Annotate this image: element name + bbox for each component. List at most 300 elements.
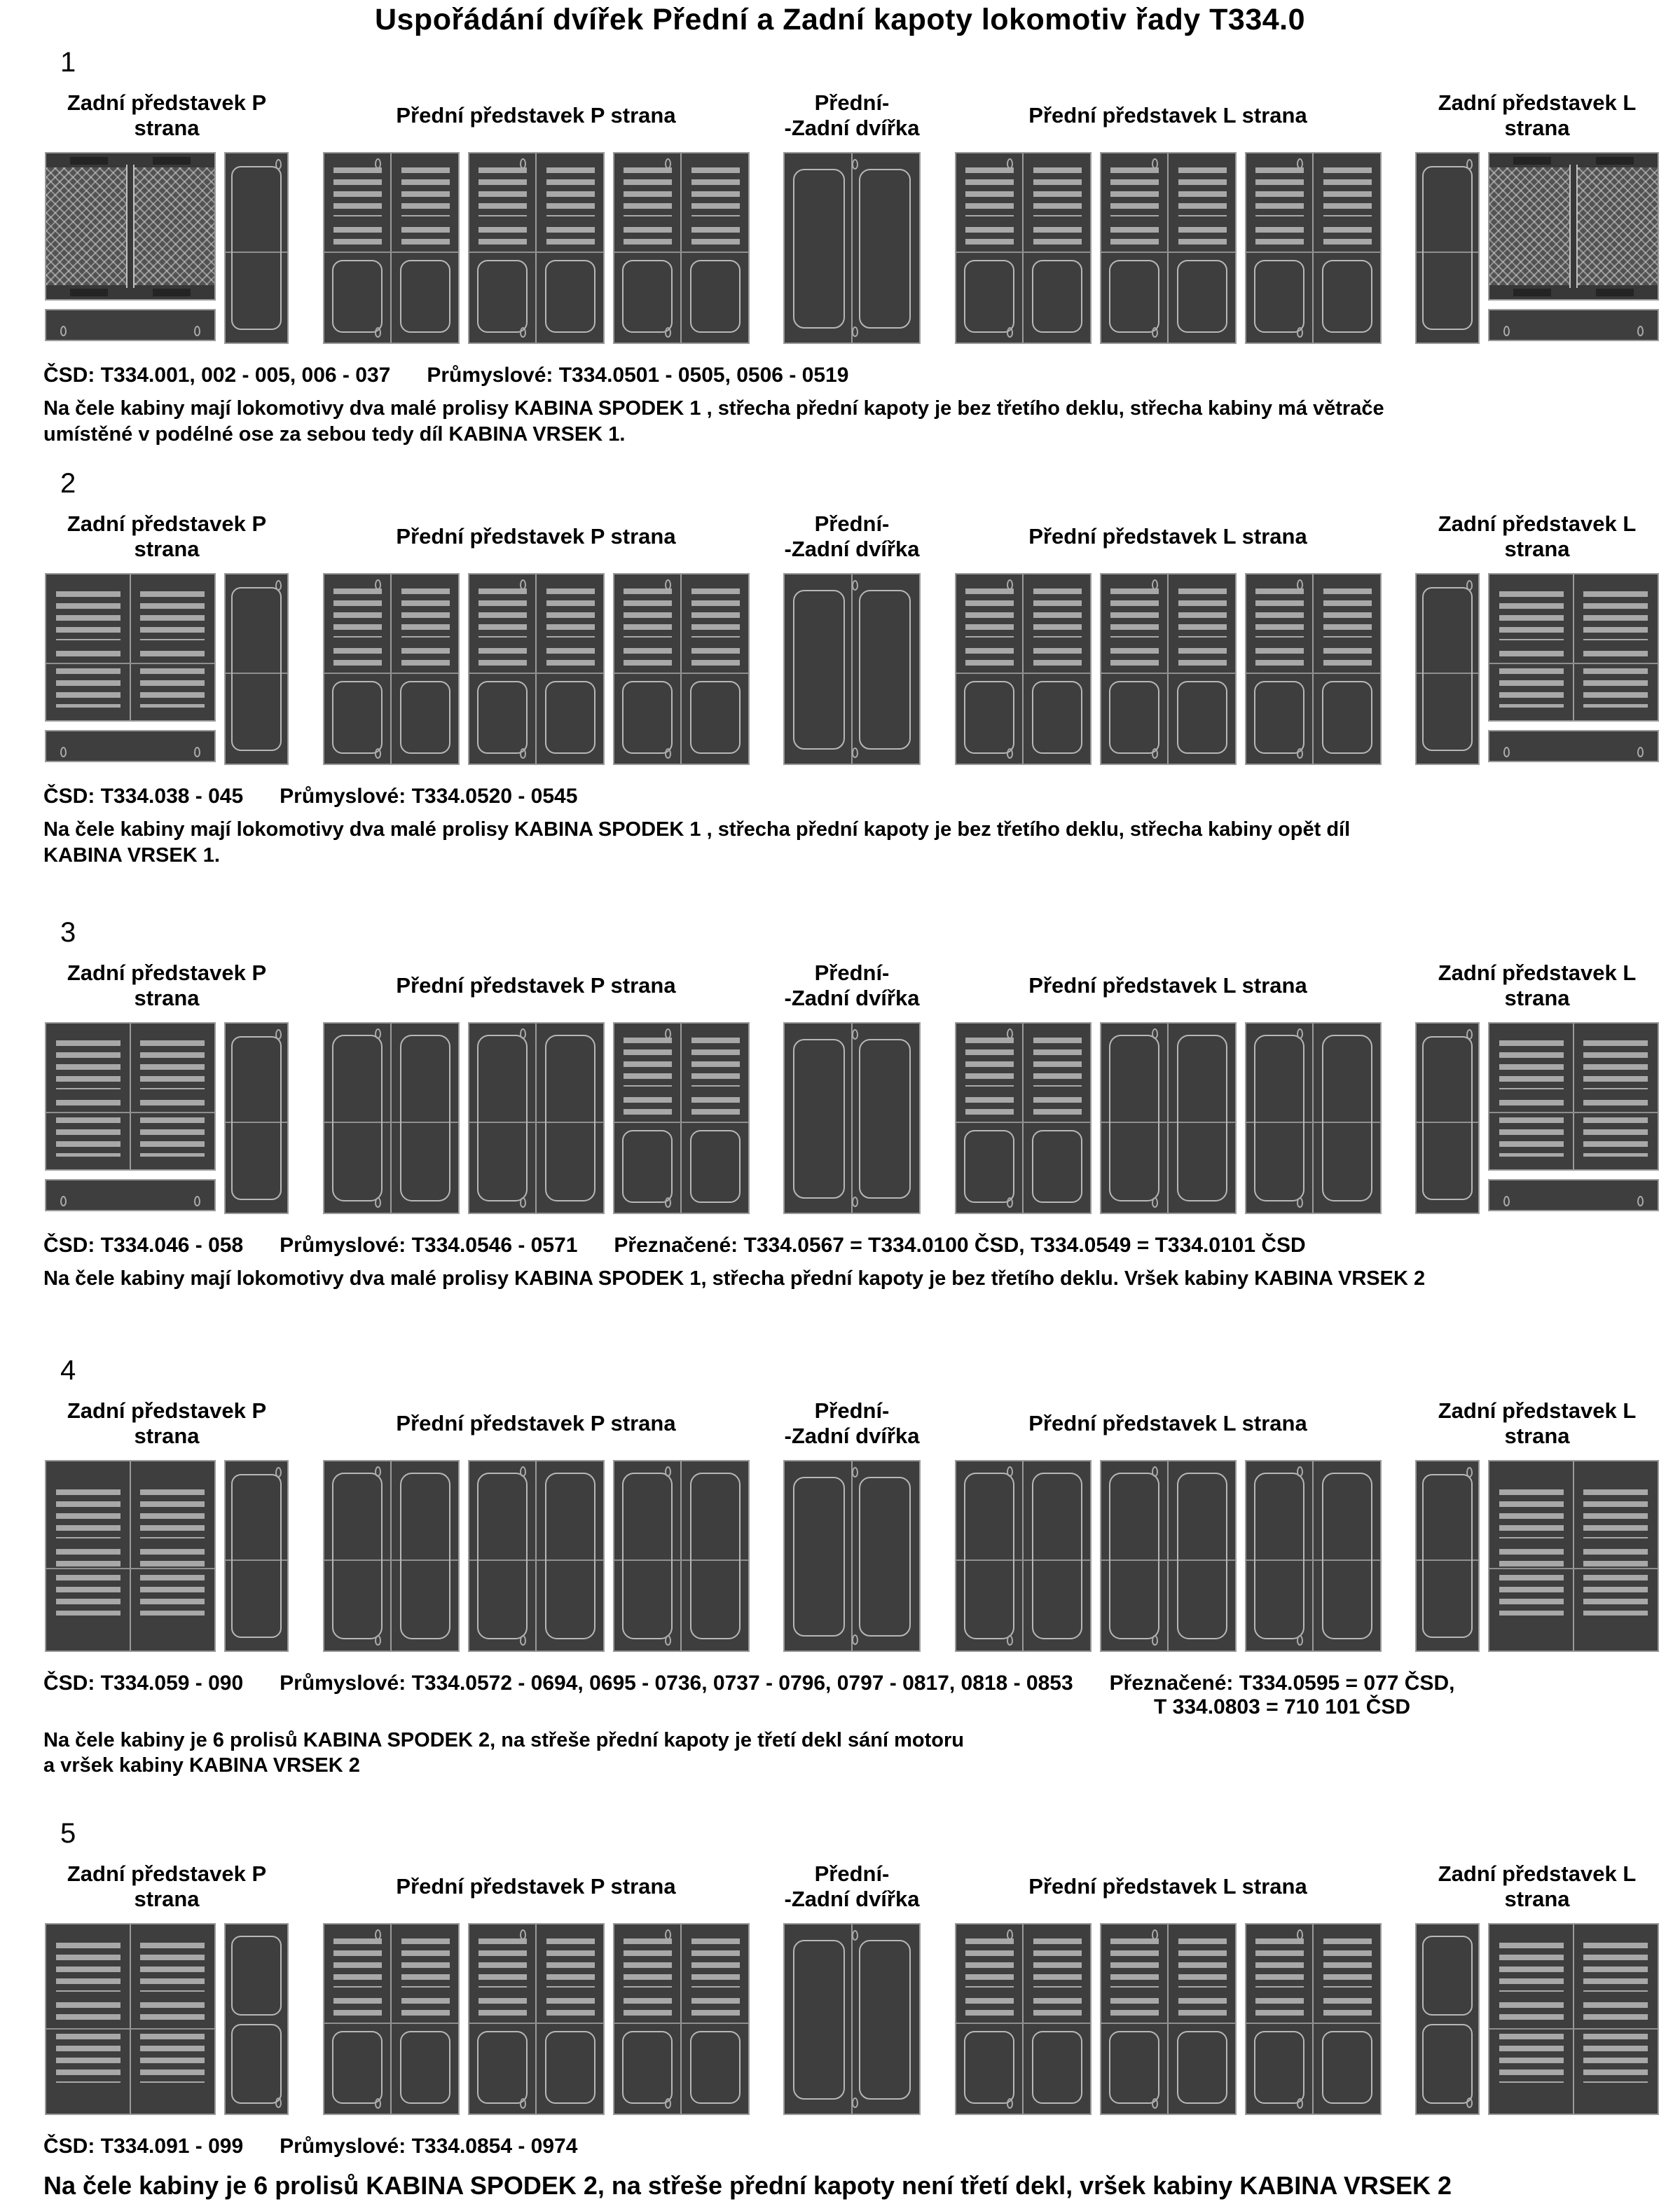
door-outline xyxy=(1322,260,1372,333)
door-outline xyxy=(964,2031,1014,2104)
hinge-mark xyxy=(1152,1635,1158,1646)
door-outline xyxy=(400,681,450,754)
plain-door-pair-panel xyxy=(613,1460,750,1652)
column-label: Přední představek L strana xyxy=(1028,1873,1307,1899)
variant-section-5 xyxy=(0,1818,1680,2201)
mesh-notch xyxy=(1596,157,1634,165)
front-rear-door-panel xyxy=(783,573,921,765)
louver-grille xyxy=(965,1938,1014,2017)
door-outline xyxy=(1322,681,1372,754)
door-outline xyxy=(1177,2031,1227,2104)
column-label: Zadní představek P strana xyxy=(67,511,267,562)
columns-row xyxy=(0,506,1680,765)
variant-number: 5 xyxy=(60,1817,76,1849)
door-outline xyxy=(231,1036,282,1200)
narrow-two-door-panel xyxy=(224,1923,289,2115)
panel-seam xyxy=(1101,673,1235,674)
door-outline xyxy=(332,1473,383,1639)
description: Na čele kabiny mají lokomotivy dva malé prolisy KABINA SPODEK 1 , střecha přední kapoty je bez třetího deklu, střecha kabiny opět díl KABINA VRSEK 1. xyxy=(43,818,1351,867)
hinge-mark xyxy=(1152,158,1158,169)
louver-door-panel xyxy=(45,1460,216,1652)
door-outline xyxy=(231,1474,282,1638)
hinge-mark xyxy=(1297,1028,1303,1039)
louver-grille xyxy=(1583,1943,1648,2025)
louver-grille xyxy=(1323,167,1372,246)
louver-grille xyxy=(1583,2034,1648,2093)
panel-divider xyxy=(851,574,853,764)
description: Na čele kabiny je 6 prolisů KABINA SPODEK 2, na střeše přední kapoty není třetí dekl, vršek kabiny KABINA VRSEK 2 xyxy=(43,2170,1452,2200)
door-outline xyxy=(1254,1473,1304,1639)
columns-row xyxy=(0,85,1680,344)
hinge-mark xyxy=(852,1930,858,1941)
louver-grille xyxy=(1499,1117,1564,1157)
louver-grille xyxy=(1255,1938,1304,2017)
hinge-mark xyxy=(375,1635,381,1646)
column-rear-left xyxy=(1414,1393,1660,1652)
hinge-mark xyxy=(1152,1929,1158,1940)
column-label: Zadní představek L strana xyxy=(1438,511,1637,562)
panel-divider xyxy=(535,1461,537,1651)
hinge-mark xyxy=(1466,159,1473,170)
column-front-left xyxy=(953,1856,1383,2115)
louver-top-door-pair-panel xyxy=(1245,152,1382,344)
hinge-mark xyxy=(1637,326,1644,336)
hinge-mark xyxy=(665,579,671,590)
column-rear-right xyxy=(43,506,290,765)
panel-group-predni-p xyxy=(323,1460,750,1652)
door-outline xyxy=(793,169,845,329)
hinge-mark xyxy=(1466,1467,1473,1478)
louver-top-door-pair-panel xyxy=(613,152,750,344)
columns-row xyxy=(0,1856,1680,2115)
louver-grille xyxy=(624,1938,672,2017)
panel-seam xyxy=(956,2023,1090,2024)
panel-seam xyxy=(1246,673,1380,674)
column-rear-right xyxy=(43,1856,290,2115)
lower-skirt-panel xyxy=(45,1179,216,1211)
narrow-door-panel xyxy=(1415,152,1480,344)
hinge-mark xyxy=(375,158,381,169)
door-outline xyxy=(793,590,845,750)
hinge-mark xyxy=(1007,1028,1013,1039)
louver-grille xyxy=(691,1038,740,1116)
mesh-divider xyxy=(1569,165,1578,288)
hinge-mark xyxy=(1007,1635,1013,1646)
louver-grille xyxy=(1583,668,1648,708)
louver-grille xyxy=(56,1943,121,2025)
narrow-door-panel xyxy=(224,573,289,765)
panel-group-zadni-p xyxy=(45,1923,289,2115)
panel-divider xyxy=(130,1461,131,1651)
louver-grille xyxy=(1583,1575,1648,1616)
door-outline xyxy=(1032,2031,1082,2104)
door-outline xyxy=(964,260,1014,333)
hinge-mark xyxy=(1297,1635,1303,1646)
door-outline xyxy=(1254,2031,1304,2104)
hinge-mark xyxy=(1297,2098,1303,2109)
door-outline xyxy=(859,1039,911,1199)
mesh-door-panel xyxy=(1488,152,1659,301)
door-outline xyxy=(964,1130,1014,1203)
hinge-mark xyxy=(1007,579,1013,590)
variant-section-1 xyxy=(0,47,1680,447)
numbering-part: Přeznačené: T334.0567 = T334.0100 ČSD, T334.0549 = T334.0101 ČSD xyxy=(614,1234,1306,1258)
hinge-mark xyxy=(375,748,381,759)
column-front-rear-doors xyxy=(782,955,922,1214)
door-outline xyxy=(477,681,528,754)
door-outline xyxy=(1032,1473,1082,1639)
door-outline xyxy=(690,1130,741,1203)
panel-seam xyxy=(46,663,214,664)
panel-seam xyxy=(46,1112,214,1113)
panel-group-predni-p xyxy=(323,152,750,344)
hinge-mark xyxy=(1152,2098,1158,2109)
hinge-mark xyxy=(194,747,200,757)
column-front-right xyxy=(321,1393,751,1652)
column-label: Přední- -Zadní dvířka xyxy=(784,960,920,1011)
panel-group-predni-l xyxy=(955,1923,1382,2115)
hinge-mark xyxy=(375,1197,381,1208)
panel-seam xyxy=(614,1122,748,1123)
column-label: Zadní představek L strana xyxy=(1438,1861,1637,1911)
hinge-mark xyxy=(665,327,671,338)
hinge-mark xyxy=(1297,1197,1303,1208)
hinge-mark xyxy=(520,327,526,338)
panel-seam xyxy=(956,673,1090,674)
door-outline xyxy=(1422,1474,1473,1638)
column-label: Zadní představek P strana xyxy=(67,1861,267,1911)
lower-skirt-panel xyxy=(45,309,216,341)
panel-divider xyxy=(1573,1024,1574,1169)
louver-grille xyxy=(56,1575,121,1616)
louver-grille xyxy=(140,1943,205,2025)
plain-door-pair-panel xyxy=(323,1022,460,1214)
door-outline xyxy=(622,1473,673,1639)
mesh-notch xyxy=(153,157,191,165)
column-front-left xyxy=(953,506,1383,765)
louver-top-door-pair-panel xyxy=(1100,573,1237,765)
hinge-mark xyxy=(852,326,858,337)
louver-grille xyxy=(56,1117,121,1157)
column-label: Přední představek P strana xyxy=(396,524,676,549)
numbering-part: Přeznačené: T334.0595 = 077 ČSD, T 334.0803 = 710 101 ČSD xyxy=(1109,1671,1455,1719)
panel-group-dvirka xyxy=(783,152,921,344)
hinge-mark xyxy=(375,2098,381,2109)
plain-door-pair-panel xyxy=(323,1460,460,1652)
panel-seam xyxy=(324,252,458,253)
louver-grille xyxy=(478,1938,527,2017)
door-outline xyxy=(1177,1035,1227,1201)
column-front-left xyxy=(953,1393,1383,1652)
hinge-mark xyxy=(375,1466,381,1477)
hinge-mark xyxy=(1297,579,1303,590)
louver-top-door-pair-panel xyxy=(955,1022,1092,1214)
door-outline xyxy=(400,2031,450,2104)
door-outline xyxy=(400,260,450,333)
hinge-mark xyxy=(1007,1466,1013,1477)
column-label: Přední představek P strana xyxy=(396,1410,676,1435)
panel-seam xyxy=(1101,2023,1235,2024)
hinge-mark xyxy=(275,159,282,170)
door-outline xyxy=(1422,1936,1473,2016)
door-outline xyxy=(1032,260,1082,333)
column-front-rear-doors xyxy=(782,1856,922,2115)
panel-group-zadni-l xyxy=(1415,152,1659,344)
louver-grille xyxy=(1583,1117,1648,1157)
hinge-mark xyxy=(520,748,526,759)
louver-top-door-pair-panel xyxy=(323,573,460,765)
panel-seam xyxy=(1246,2023,1380,2024)
panel-seam xyxy=(614,673,748,674)
panel-group-zadni-p xyxy=(45,1460,289,1652)
door-outline xyxy=(622,681,673,754)
louver-grille xyxy=(140,1575,205,1616)
door-outline xyxy=(545,1473,595,1639)
hinge-mark xyxy=(275,580,282,591)
hinge-mark xyxy=(665,748,671,759)
louver-grille xyxy=(140,1489,205,1566)
mesh-notch xyxy=(70,289,108,296)
panel-seam xyxy=(1489,2028,1658,2030)
louver-grille xyxy=(1583,1040,1648,1108)
column-label: Přední- -Zadní dvířka xyxy=(784,90,920,140)
louver-grille xyxy=(478,167,527,246)
hinge-mark xyxy=(852,1634,858,1645)
hinge-mark xyxy=(275,1467,282,1478)
door-outline xyxy=(1109,681,1159,754)
louver-top-door-pair-panel xyxy=(955,1923,1092,2115)
plain-door-pair-panel xyxy=(1100,1022,1237,1214)
panel-divider xyxy=(1022,1461,1024,1651)
column-label: Přední představek L strana xyxy=(1028,1410,1307,1435)
louver-grille xyxy=(56,668,121,708)
door-outline xyxy=(1109,1035,1159,1201)
louver-grille xyxy=(56,2034,121,2093)
column-label: Přední- -Zadní dvířka xyxy=(784,511,920,562)
louver-door-panel xyxy=(45,573,216,722)
hinge-mark xyxy=(520,1028,526,1039)
panel-group-predni-p xyxy=(323,1022,750,1214)
door-outline xyxy=(1422,1036,1473,1200)
narrow-door-panel xyxy=(224,1022,289,1214)
hinge-mark xyxy=(520,158,526,169)
louver-top-door-pair-panel xyxy=(613,1923,750,2115)
door-outline xyxy=(1109,260,1159,333)
hinge-mark xyxy=(1637,747,1644,757)
panel-seam xyxy=(46,1568,214,1569)
narrow-door-panel xyxy=(1415,1022,1480,1214)
hinge-mark xyxy=(1466,2098,1473,2108)
plain-door-pair-panel xyxy=(1245,1460,1382,1652)
hinge-mark xyxy=(1007,327,1013,338)
panel-divider xyxy=(535,1924,537,2114)
panel-stack xyxy=(45,1022,216,1211)
louver-grille xyxy=(691,167,740,246)
panel-divider xyxy=(1022,153,1024,343)
panel-group-zadni-p xyxy=(45,1022,289,1214)
louver-grille xyxy=(546,588,595,667)
louver-grille xyxy=(401,1938,450,2017)
louver-grille xyxy=(691,588,740,667)
door-outline xyxy=(793,1940,845,2100)
door-outline xyxy=(690,260,741,333)
door-outline xyxy=(622,1130,673,1203)
panel-group-predni-l xyxy=(955,152,1382,344)
panel-group-predni-p xyxy=(323,573,750,765)
louver-grille xyxy=(1499,668,1564,708)
panel-group-dvirka xyxy=(783,1022,921,1214)
louver-grille xyxy=(1033,1938,1082,2017)
narrow-door-panel xyxy=(1415,1460,1480,1652)
panel-divider xyxy=(390,1024,392,1213)
hinge-mark xyxy=(665,1197,671,1208)
door-outline xyxy=(1254,1035,1304,1201)
plain-door-pair-panel xyxy=(1100,1460,1237,1652)
panel-divider xyxy=(1573,1461,1574,1651)
column-label: Přední představek P strana xyxy=(396,103,676,128)
door-outline xyxy=(477,1473,528,1639)
hinge-mark xyxy=(1297,1466,1303,1477)
column-rear-left xyxy=(1414,955,1660,1214)
numbering-part: ČSD: T334.059 - 090 xyxy=(43,1671,244,1695)
door-outline xyxy=(545,2031,595,2104)
panel-divider xyxy=(1312,153,1314,343)
door-outline xyxy=(859,1940,911,2100)
panel-divider xyxy=(680,1024,682,1213)
mesh-notch xyxy=(1596,289,1634,296)
lower-skirt-panel xyxy=(1488,1179,1659,1211)
mesh-notch xyxy=(1513,289,1551,296)
louver-grille xyxy=(1323,588,1372,667)
mesh-door-panel xyxy=(45,152,216,301)
panel-divider xyxy=(1312,1024,1314,1213)
hinge-mark xyxy=(1152,579,1158,590)
door-outline xyxy=(859,590,911,750)
panel-group-predni-l xyxy=(955,1460,1382,1652)
door-outline xyxy=(545,681,595,754)
louver-grille xyxy=(56,1489,121,1566)
hinge-mark xyxy=(520,1197,526,1208)
hinge-mark xyxy=(1297,748,1303,759)
door-outline xyxy=(690,1473,741,1639)
hinge-mark xyxy=(1503,747,1510,757)
column-label: Přední- -Zadní dvířka xyxy=(784,1398,920,1448)
hinge-mark xyxy=(375,1028,381,1039)
variant-number: 2 xyxy=(60,468,76,500)
numbering-part: ČSD: T334.038 - 045 xyxy=(43,785,244,808)
column-front-right xyxy=(321,955,751,1214)
plain-door-pair-panel xyxy=(1245,1022,1382,1214)
louver-grille xyxy=(1178,167,1227,246)
louver-grille xyxy=(965,1038,1014,1116)
column-label: Přední představek L strana xyxy=(1028,973,1307,998)
column-rear-left xyxy=(1414,506,1660,765)
panel-divider xyxy=(680,574,682,764)
louver-door-panel xyxy=(1488,1923,1659,2115)
door-outline xyxy=(1032,1130,1082,1203)
door-outline xyxy=(1422,587,1473,751)
louver-grille xyxy=(691,1938,740,2017)
hinge-mark xyxy=(520,1929,526,1940)
panel-seam xyxy=(469,252,603,253)
description: Na čele kabiny mají lokomotivy dva malé prolisy KABINA SPODEK 1 , střecha přední kapoty je bez třetího deklu, střecha kabiny má větrače umístěné v podélné ose za sebou tedy díl KABINA VRSEK 1. xyxy=(43,397,1384,446)
panel-stack xyxy=(1488,1022,1659,1211)
numbering-part: Průmyslové: T334.0854 - 0974 xyxy=(280,2134,578,2158)
hinge-mark xyxy=(1152,1197,1158,1208)
numbering-part: ČSD: T334.001, 002 - 005, 006 - 037 xyxy=(43,364,391,387)
lower-skirt-panel xyxy=(45,730,216,762)
panel-divider xyxy=(1022,1024,1024,1213)
hinge-mark xyxy=(194,1196,200,1206)
louver-top-door-pair-panel xyxy=(1245,573,1382,765)
door-outline xyxy=(622,260,673,333)
panel-group-zadni-l xyxy=(1415,573,1659,765)
panel-divider xyxy=(535,1024,537,1213)
columns-row xyxy=(0,1393,1680,1652)
panel-divider xyxy=(1167,1461,1169,1651)
hinge-mark xyxy=(1637,1196,1644,1206)
louver-top-door-pair-panel xyxy=(955,152,1092,344)
front-rear-door-panel xyxy=(783,1923,921,2115)
louver-grille xyxy=(1499,591,1564,659)
panel-group-zadni-p xyxy=(45,152,289,344)
hinge-mark xyxy=(1007,158,1013,169)
panel-group-zadni-l xyxy=(1415,1022,1659,1214)
louver-grille xyxy=(624,167,672,246)
louver-grille xyxy=(965,588,1014,667)
hinge-mark xyxy=(1007,1197,1013,1208)
column-label: Zadní představek P strana xyxy=(67,90,267,140)
door-outline xyxy=(231,1936,282,2016)
louver-grille xyxy=(401,588,450,667)
hinge-mark xyxy=(1297,158,1303,169)
numbering-part: ČSD: T334.046 - 058 xyxy=(43,1234,244,1258)
column-rear-left xyxy=(1414,1856,1660,2115)
variant-number: 3 xyxy=(60,917,76,949)
louver-grille xyxy=(401,167,450,246)
door-outline xyxy=(1422,166,1473,330)
panel-divider xyxy=(390,1461,392,1651)
column-label: Zadní představek L strana xyxy=(1438,90,1637,140)
louver-grille xyxy=(1499,2034,1564,2093)
door-outline xyxy=(622,2031,673,2104)
front-rear-door-panel xyxy=(783,152,921,344)
door-outline xyxy=(477,260,528,333)
louver-grille xyxy=(1110,1938,1159,2017)
panel-seam xyxy=(614,252,748,253)
hinge-mark xyxy=(852,159,858,170)
panel-divider xyxy=(1312,1461,1314,1651)
variant-section-4 xyxy=(0,1355,1680,1779)
door-outline xyxy=(477,1035,528,1201)
hinge-mark xyxy=(1466,580,1473,591)
narrow-door-panel xyxy=(224,1460,289,1652)
panel-seam xyxy=(1489,663,1658,664)
hinge-mark xyxy=(852,2098,858,2108)
column-label: Zadní představek P strana xyxy=(67,1398,267,1448)
panel-seam xyxy=(1101,252,1235,253)
door-outline xyxy=(964,1473,1014,1639)
lower-skirt-panel xyxy=(1488,309,1659,341)
louver-top-door-pair-panel xyxy=(1100,152,1237,344)
hinge-mark xyxy=(852,1467,858,1478)
louver-grille xyxy=(1033,588,1082,667)
column-front-right xyxy=(321,1856,751,2115)
hinge-mark xyxy=(1007,2098,1013,2109)
hinge-mark xyxy=(852,580,858,591)
door-outline xyxy=(332,1035,383,1201)
hinge-mark xyxy=(375,1929,381,1940)
